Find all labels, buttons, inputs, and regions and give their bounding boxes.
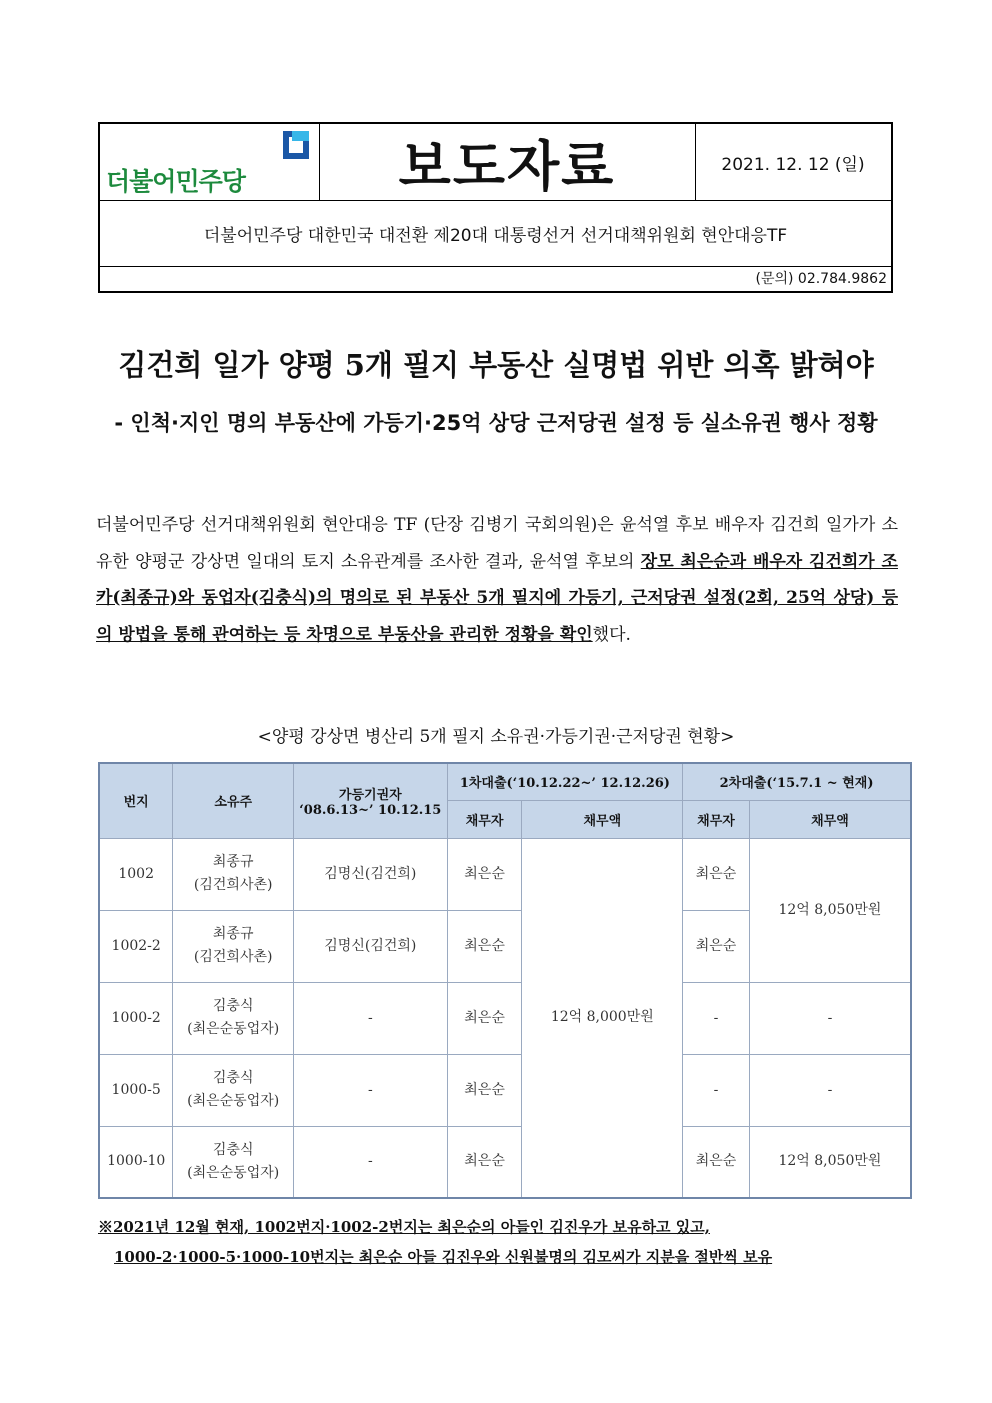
cell-loan2-debtor: 최은순 (683, 910, 750, 982)
cell-owner (173, 910, 294, 982)
organization-name: 더불어민주당 대한민국 대전환 제20대 대통령선거 선거대책위원회 현안대응TF (100, 200, 891, 267)
table-caption: <양평 강상면 병산리 5개 필지 소유권·가등기권·근저당권 현황> (257, 727, 735, 747)
party-logo-mark-icon (280, 128, 312, 162)
owner-relation: (최은순동업자) (187, 1093, 280, 1109)
cell-loan1-debtor: 최은순 (447, 1126, 522, 1198)
header-provisional-l2: ‘08.6.13~’ 10.12.15 (299, 802, 442, 818)
header-loan2-amount: 채무액 (749, 800, 911, 838)
cell-loan2-amount: - (749, 1054, 911, 1126)
ownership-table (98, 762, 912, 1199)
header-provisional (293, 763, 447, 838)
header-owner: 소유주 (173, 763, 294, 838)
body-text-part2: 했다. (592, 624, 631, 645)
party-logo (100, 124, 320, 200)
subheadline: - 인척·지인 명의 부동산에 가등기·25억 상당 근저당권 설정 등 실소유권 행사 정황 (114, 411, 878, 435)
body-paragraph (96, 507, 898, 653)
cell-loan2-debtor: - (683, 982, 750, 1054)
body-text-part1: 더불어민주당 선거대책위원회 현안대응 TF (단장 김병기 국회의원)은 윤석열 후보 배우자 김건희 일가가 소유한 양평군 강상면 일대의 토지 소유관계를 조사한 결과, 윤석열 후보의 (96, 515, 898, 572)
cell-loan1-debtor: 최은순 (447, 838, 522, 910)
cell-provisional: 김명신(김건희) (293, 838, 447, 910)
owner-relation: (김건희사촌) (193, 877, 273, 893)
cell-owner (173, 1126, 294, 1198)
cell-loan2-amount: 12억 8,050만원 (749, 1126, 911, 1198)
header-lot: 번지 (99, 763, 173, 838)
cell-loan2-debtor: 최은순 (683, 838, 750, 910)
cell-loan2-debtor: - (683, 1054, 750, 1126)
cell-loan1-debtor: 최은순 (447, 1054, 522, 1126)
cell-loan1-amount: 12억 8,000만원 (522, 838, 683, 1198)
cell-provisional: - (293, 982, 447, 1054)
cell-provisional: 김명신(김건희) (293, 910, 447, 982)
cell-provisional: - (293, 1126, 447, 1198)
doc-type-cell (319, 124, 696, 200)
header-loan2: 2차대출(‘15.7.1 ~ 현재) (683, 763, 911, 800)
cell-owner (173, 982, 294, 1054)
header-provisional-l1: 가등기권자 (338, 787, 402, 803)
owner-name: 최종규 (212, 854, 254, 870)
header-top-row (100, 124, 891, 201)
owner-relation: (최은순동업자) (187, 1164, 280, 1181)
owner-relation: (김건희사촌) (193, 949, 273, 965)
table-row (99, 1054, 911, 1126)
footnote (98, 1212, 772, 1272)
owner-name: 김충식 (212, 998, 254, 1014)
header-loan1-debtor: 채무자 (447, 800, 522, 838)
cell-loan2-amount-merged: 12억 8,050만원 (749, 838, 911, 982)
cell-loan2-debtor: 최은순 (683, 1126, 750, 1198)
table-row (99, 838, 911, 910)
header-loan2-debtor: 채무자 (683, 800, 750, 838)
doc-type-title: 보도자료 (398, 134, 616, 198)
footnote-line2: 1000-2·1000-5·1000-10번지는 최은순 아들 김진우와 신원불명의 김모씨가 지분을 절반씩 보유 (114, 1248, 773, 1266)
cell-lot: 1000-2 (99, 982, 173, 1054)
cell-provisional: - (293, 1054, 447, 1126)
cell-lot: 1002 (99, 838, 173, 910)
release-date: 2021. 12. 12 (일) (721, 154, 865, 175)
cell-lot: 1000-10 (99, 1126, 173, 1198)
owner-name: 김충식 (212, 1070, 254, 1086)
party-logo-text: 더불어민주당 (106, 167, 245, 196)
cell-loan1-debtor: 최은순 (447, 982, 522, 1054)
headline: 김건희 일가 양평 5개 필지 부동산 실명법 위반 의혹 밝혀야 (118, 348, 874, 382)
cell-loan2-amount: - (749, 982, 911, 1054)
cell-lot: 1000-5 (99, 1054, 173, 1126)
cell-owner (173, 1054, 294, 1126)
table-row (99, 1126, 911, 1198)
header-box (98, 122, 893, 293)
contact-info: (문의) 02.784.9862 (755, 271, 887, 287)
header-loan1-amount: 채무액 (522, 800, 683, 838)
footnote-line1: ※2021년 12월 현재, 1002번지·1002-2번지는 최은순의 아들인 김진우가 보유하고 있고, (98, 1218, 710, 1236)
cell-owner (173, 838, 294, 910)
header-loan1: 1차대출(‘10.12.22~’ 12.12.26) (447, 763, 682, 800)
owner-name: 김충식 (212, 1141, 254, 1158)
body-emphasis: 장모 최은순과 배우자 김건희가 조카(최종규)와 동업자(김충식)의 명의로 된 부동산 5개 필지에 가등기, 근저당권 설정(2회, 25억 상당) 등의 방법을 통해 관여하는 등 차명으로 부동산을 관리한 정황을 확인 (96, 551, 898, 645)
owner-relation: (최은순동업자) (187, 1021, 280, 1037)
cell-loan1-debtor: 최은순 (447, 910, 522, 982)
owner-name: 최종규 (212, 926, 254, 942)
cell-lot: 1002-2 (99, 910, 173, 982)
table-row (99, 982, 911, 1054)
